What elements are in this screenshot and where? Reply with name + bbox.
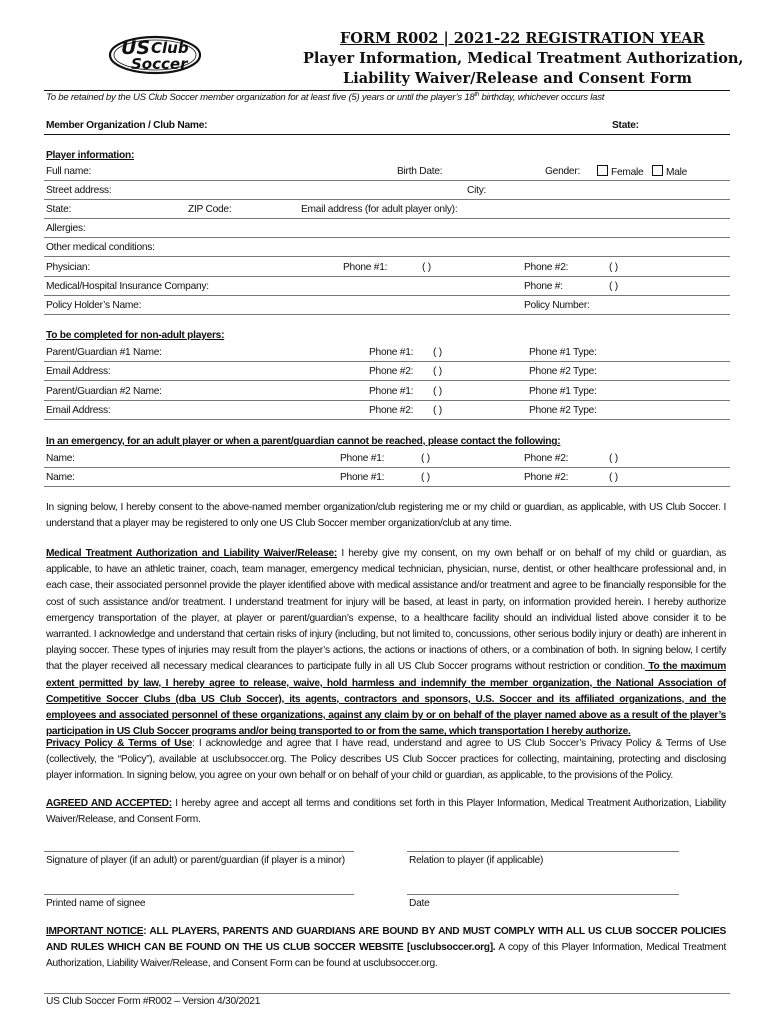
release-clause: To the maximum extent permitted by law, I hereby agree to release, waive, hold harmless and indemnify the member organization, the National Association of Competitive Soccer Clubs (dba US Club Soccer), its agents, contractors and sponsors, U.S. Soccer and its affiliated organizations, and the employees and associated personnel of these organizations, against any claim by or on behalf of the player named above as a result of the player’s participation in US Club Soccer programs and/or being transported to or from the same, which transportation I hereby authorize. <box>46 661 726 738</box>
important-notice <box>46 924 726 973</box>
gender-female-option[interactable] <box>597 165 643 178</box>
nonadult-heading: To be completed for non-adult players: <box>46 330 225 341</box>
physician-label: Physician: <box>46 262 90 273</box>
emergency2-phone1-paren: ( ) <box>421 472 430 483</box>
medical-waiver-paragraph <box>46 546 726 740</box>
pg1-phone2-paren: ( ) <box>433 366 442 377</box>
pg1-phone1-paren: ( ) <box>433 347 442 358</box>
medical-waiver-heading: Medical Treatment Authorization and Liability Waiver/Release: <box>46 548 337 559</box>
emergency2-phone1-label: Phone #1: <box>340 472 385 483</box>
allergies-label: Allergies: <box>46 223 86 234</box>
privacy-paragraph <box>46 736 726 785</box>
row-line <box>44 361 730 362</box>
row-line <box>44 467 730 468</box>
physician-phone2-label: Phone #2: <box>524 262 569 273</box>
row-line <box>44 256 730 257</box>
row-line <box>44 380 730 381</box>
row-line <box>44 314 730 315</box>
physician-phone1-paren: ( ) <box>422 262 431 273</box>
us-club-soccer-logo <box>107 34 203 76</box>
physician-phone2-paren: ( ) <box>609 262 618 273</box>
zip-code-label: ZIP Code: <box>188 204 232 215</box>
pg1-email-label: Email Address: <box>46 366 111 377</box>
row-line <box>44 295 730 296</box>
consent-paragraph: In signing below, I hereby consent to the above-named member organization/club registering me or my child or guardian, as applicable, with US Club Soccer. I understand that a player may be registered to only one US Club Soccer member organization/club at any time. <box>46 502 726 530</box>
insurance-phone-label: Phone #: <box>524 281 563 292</box>
relation-line[interactable] <box>407 851 679 852</box>
row-line <box>44 400 730 401</box>
logo-club: Club <box>151 39 189 57</box>
physician-phone1-label: Phone #1: <box>343 262 388 273</box>
notice-heading: IMPORTANT NOTICE <box>46 926 144 937</box>
row-line <box>44 180 730 181</box>
emergency2-phone2-paren: ( ) <box>609 472 618 483</box>
pg2-phone2-paren: ( ) <box>433 405 442 416</box>
pg1-name-label: Parent/Guardian #1 Name: <box>46 347 162 358</box>
policy-holder-label: Policy Holder’s Name: <box>46 300 142 311</box>
agreed-body: I hereby agree and accept all terms and conditions set forth in this Player Information, Medical Treatment Authorization, Liability Waiver/Release, and Consent Form. <box>46 798 726 826</box>
row-line <box>44 419 730 420</box>
retention-text: To be retained by the US Club Soccer member organization for at least five (5) years or until the player’s 18 <box>46 92 475 104</box>
emergency1-phone1-label: Phone #1: <box>340 453 385 464</box>
pg1-phone2-type-label: Phone #2 Type: <box>529 366 597 377</box>
other-medical-label: Other medical conditions: <box>46 242 155 253</box>
street-address-label: Street address: <box>46 185 112 196</box>
retention-note <box>46 92 604 103</box>
member-state-label: State: <box>612 120 639 131</box>
full-name-label: Full name: <box>46 166 92 177</box>
row-line <box>44 486 730 487</box>
header-divider <box>44 90 730 91</box>
pg2-phone2-label: Phone #2: <box>369 405 414 416</box>
emergency-heading: In an emergency, for an adult player or when a parent/guardian cannot be reached, please contact the following: <box>46 436 561 447</box>
pg2-phone1-type-label: Phone #1 Type: <box>529 386 597 397</box>
member-org-label: Member Organization / Club Name: <box>46 120 208 131</box>
footer-divider <box>44 993 730 994</box>
logo-us: US <box>121 37 151 59</box>
member-divider <box>44 134 730 135</box>
pg1-phone1-type-label: Phone #1 Type: <box>529 347 597 358</box>
form-subtitle-line2: Liability Waiver/Release and Consent Form <box>343 70 692 87</box>
form-title: FORM R002 | 2021-22 REGISTRATION YEAR <box>340 30 705 47</box>
logo-soccer: Soccer <box>131 55 188 73</box>
retention-text-end: birthday, whichever occurs last <box>479 92 605 104</box>
agreed-heading: AGREED AND ACCEPTED: <box>46 798 172 809</box>
printed-name-line[interactable] <box>44 894 354 895</box>
insurance-phone-paren: ( ) <box>609 281 618 292</box>
female-checkbox[interactable] <box>597 165 608 176</box>
emergency1-phone2-paren: ( ) <box>609 453 618 464</box>
emergency1-phone1-paren: ( ) <box>421 453 430 464</box>
city-label: City: <box>467 185 487 196</box>
date-label: Date <box>409 898 430 909</box>
birth-date-label: Birth Date: <box>397 166 443 177</box>
notice-body: A copy of this Player Information, Medical Treatment Authorization, Liability Waiver/Release, and Consent Form can be found at usclubsoccer.org. <box>46 942 726 970</box>
date-line[interactable] <box>407 894 679 895</box>
form-subtitle-line1: Player Information, Medical Treatment Authorization, <box>303 50 744 67</box>
emergency-name1-label: Name: <box>46 453 75 464</box>
gender-male-option[interactable] <box>652 165 687 178</box>
player-info-heading: Player information: <box>46 150 135 161</box>
signature-line[interactable] <box>44 851 354 852</box>
pg1-phone2-label: Phone #2: <box>369 366 414 377</box>
pg2-email-label: Email Address: <box>46 405 111 416</box>
pg2-name-label: Parent/Guardian #2 Name: <box>46 386 162 397</box>
policy-number-label: Policy Number: <box>524 300 590 311</box>
pg2-phone2-type-label: Phone #2 Type: <box>529 405 597 416</box>
signature-label: Signature of player (if an adult) or parent/guardian (if player is a minor) <box>46 855 345 866</box>
pg2-phone1-label: Phone #1: <box>369 386 414 397</box>
privacy-heading: Privacy Policy & Terms of Use <box>46 738 193 749</box>
footer-text: US Club Soccer Form #R002 – Version 4/30/2021 <box>46 996 261 1007</box>
privacy-body: : I acknowledge and agree that I have read, understand and agree to US Club Soccer’s Privacy Policy & Terms of Use (collectively, the “Policy”), available at usclubsoccer.org. The Policy describes US Club Soccer practices for collecting, maintaining, protecting and disclosing player information. In signing below, you agree on your own behalf or on behalf of your child or guardian, as applicable, to the provisions of the Policy. <box>46 738 726 782</box>
row-line <box>44 218 730 219</box>
emergency-name2-label: Name: <box>46 472 75 483</box>
emergency2-phone2-label: Phone #2: <box>524 472 569 483</box>
male-label: Male <box>666 167 688 178</box>
agreed-paragraph <box>46 796 726 828</box>
retention-sup: th <box>474 92 480 98</box>
gender-label: Gender: <box>545 166 581 177</box>
state-label: State: <box>46 204 72 215</box>
printed-name-label: Printed name of signee <box>46 898 146 909</box>
row-line <box>44 199 730 200</box>
female-label: Female <box>611 167 644 178</box>
row-line <box>44 276 730 277</box>
row-line <box>44 237 730 238</box>
email-label: Email address (for adult player only): <box>301 204 458 215</box>
male-checkbox[interactable] <box>652 165 663 176</box>
insurance-company-label: Medical/Hospital Insurance Company: <box>46 281 209 292</box>
notice-bold: : ALL PLAYERS, PARENTS AND GUARDIANS ARE BOUND BY AND MUST COMPLY WITH ALL US CLUB SOCCER POLICIES AND RULES WHICH CAN BE FOUND ON THE US CLUB SOCCER WEBSITE [usclubsoccer.org]. <box>46 926 726 954</box>
pg1-phone1-label: Phone #1: <box>369 347 414 358</box>
medical-waiver-body: I hereby give my consent, on my own behalf or on behalf of my child or guardian, as applicable, to have an athletic trainer, coach, team manager, emergency medical technician, physician, nurse, dentist, or other healthcare professional and, in each case, their associated personnel provide the player identified above with medical assistance and/or treatment and agree to be financially responsible for the cost of such assistance and/or treatment. I understand treatment for injury will be based, at least in party, on information provided herein. I hereby authorize emergency transportation of the player, at player or parent/guardian’s expense, to a healthcare facility should an individual listed above consider it to be warranted. I acknowledge and understand that certain risks of injury (including, but not limited to, concussions, other serious bodily injury or death) are inherent in playing soccer. These types of injuries may result from the player’s actions, the actions or inactions of others, or a combination of both. In signing below, I certify that the player received all necessary medical clearances to participate fully in all US Club Soccer programs without restriction or condition. <box>46 548 726 673</box>
emergency1-phone2-label: Phone #2: <box>524 453 569 464</box>
pg2-phone1-paren: ( ) <box>433 386 442 397</box>
relation-label: Relation to player (if applicable) <box>409 855 544 866</box>
